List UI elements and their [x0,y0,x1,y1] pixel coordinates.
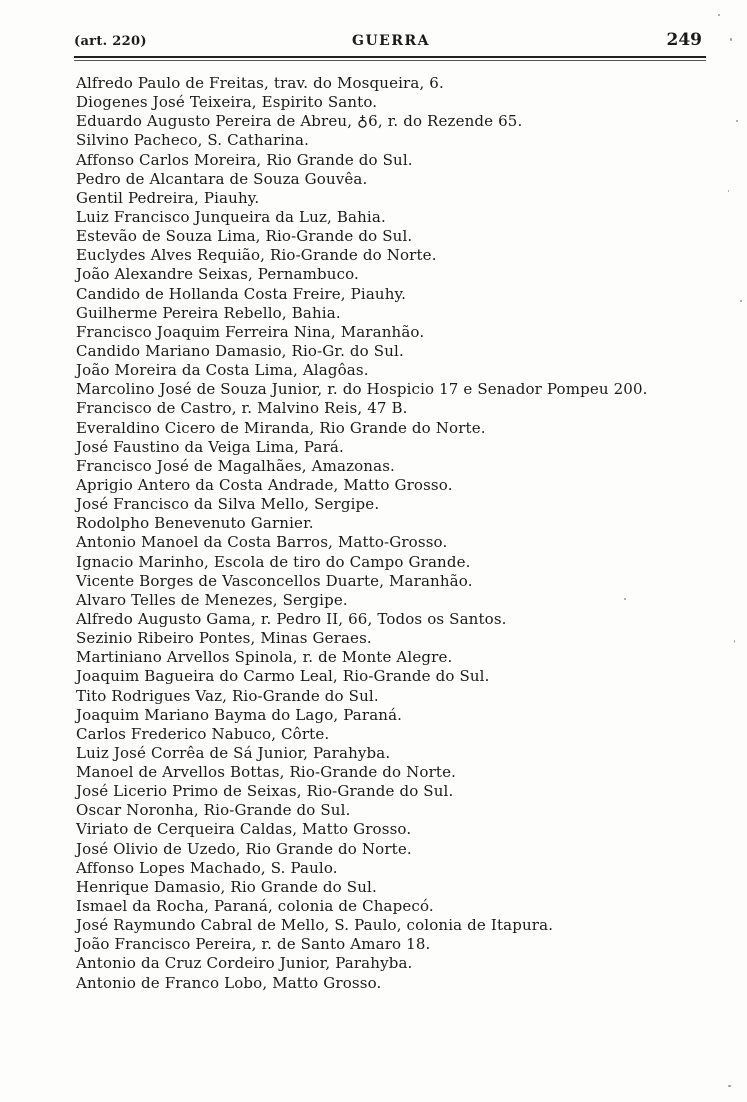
scan-speck [730,38,732,41]
list-item: João Alexandre Seixas, Pernambuco. [76,265,359,284]
list-item: Francisco Joaquim Ferreira Nina, Maranhão. [76,322,425,341]
list-item: Affonso Carlos Moreira, Rio Grande do Sul. [76,150,413,169]
list-item: José Licerio Primo de Seixas, Rio-Grande do Sul. [76,782,454,801]
page-number: 249 [666,30,702,50]
list-item: Ismael da Rocha, Paraná, colonia de Chapecó. [76,897,434,916]
list-item: Marcolino José de Souza Junior, r. do Hospicio 17 e Senador Pompeu 200. [76,380,648,399]
list-item: Joaquim Bagueira do Carmo Leal, Rio-Grande do Sul. [76,667,490,686]
list-item: Antonio da Cruz Cordeiro Junior, Parahyba. [76,954,413,973]
list-item: Martiniano Arvellos Spinola, r. de Monte Alegre. [76,648,453,667]
list-item: Affonso Lopes Machado, S. Paulo. [76,858,338,877]
list-item: Tito Rodrigues Vaz, Rio-Grande do Sul. [76,686,379,705]
section-title: GUERRA [352,33,430,49]
list-item: Antonio de Franco Lobo, Matto Grosso. [76,973,382,992]
list-item: Gentil Pedreira, Piauhy. [76,188,260,207]
list-item: Everaldino Cicero de Miranda, Rio Grande do Norte. [76,418,486,437]
list-item: Antonio Manoel da Costa Barros, Matto-Grosso. [76,533,448,552]
list-item: João Moreira da Costa Lima, Alagôas. [76,361,369,380]
list-item: Carlos Frederico Nabuco, Côrte. [76,724,330,743]
list-item: Manoel de Arvellos Bottas, Rio-Grande do Norte. [76,763,457,782]
scan-speck [718,14,720,16]
list-item: Candido de Hollanda Costa Freire, Piauhy. [76,284,407,303]
list-item: Ignacio Marinho, Escola de tiro do Campo Grande. [76,552,471,571]
list-item: Sezinio Ribeiro Pontes, Minas Geraes. [76,629,372,648]
scan-speck [728,1085,731,1087]
scan-speck [734,640,735,643]
list-item: Vicente Borges de Vasconcellos Duarte, Maranhão. [76,571,473,590]
list-item: José Faustino da Veiga Lima, Pará. [76,437,344,456]
list-item: Candido Mariano Damasio, Rio-Gr. do Sul. [76,341,404,360]
list-item: Diogenes José Teixeira, Espirito Santo. [76,93,378,112]
list-item: Alfredo Paulo de Freitas, trav. do Mosqueira, 6. [76,74,444,92]
list-item: Alfredo Augusto Gama, r. Pedro II, 66, Todos os Santos. [76,609,507,628]
list-item: Rodolpho Benevenuto Garnier. [76,514,314,533]
list-item: Estevão de Souza Lima, Rio-Grande do Sul. [76,227,413,246]
name-list [76,74,716,993]
list-item: Alvaro Telles de Menezes, Sergipe. [76,590,348,609]
list-item: Eduardo Augusto Pereira de Abreu, ♁6, r. do Rezende 65. [76,112,523,131]
running-header [74,30,706,52]
scan-speck [728,190,729,192]
list-item: Henrique Damasio, Rio Grande do Sul. [76,877,377,896]
list-item: Guilherme Pereira Rebello, Bahia. [76,303,341,322]
header-rule-thin [74,60,706,61]
list-item: José Raymundo Cabral de Mello, S. Paulo, colonia de Itapura. [76,916,554,935]
list-item: Aprigio Antero da Costa Andrade, Matto Grosso. [76,475,453,494]
list-item: Luiz José Corrêa de Sá Junior, Parahyba. [76,743,391,762]
list-item: João Francisco Pereira, r. de Santo Amaro 18. [76,935,431,954]
scan-speck [736,120,738,122]
list-item: Francisco de Castro, r. Malvino Reis, 47 B. [76,399,408,418]
scan-speck [740,300,742,302]
list-item: Viriato de Cerqueira Caldas, Matto Grosso. [76,820,412,839]
list-item: Joaquim Mariano Bayma do Lago, Paraná. [76,705,403,724]
list-item: Francisco José de Magalhães, Amazonas. [76,456,395,475]
list-item: José Francisco da Silva Mello, Sergipe. [76,495,380,514]
article-reference: (art. 220) [74,34,147,49]
scan-speck [624,598,626,600]
header-rule [74,56,706,58]
list-item: Luiz Francisco Junqueira da Luz, Bahia. [76,207,386,226]
list-item: Oscar Noronha, Rio-Grande do Sul. [76,801,351,820]
list-item: Pedro de Alcantara de Souza Gouvêa. [76,169,368,188]
list-item: Euclydes Alves Requião, Rio-Grande do Norte. [76,246,437,265]
list-item: Silvino Pacheco, S. Catharina. [76,131,310,150]
list-item: José Olivio de Uzedo, Rio Grande do Norte. [76,839,412,858]
